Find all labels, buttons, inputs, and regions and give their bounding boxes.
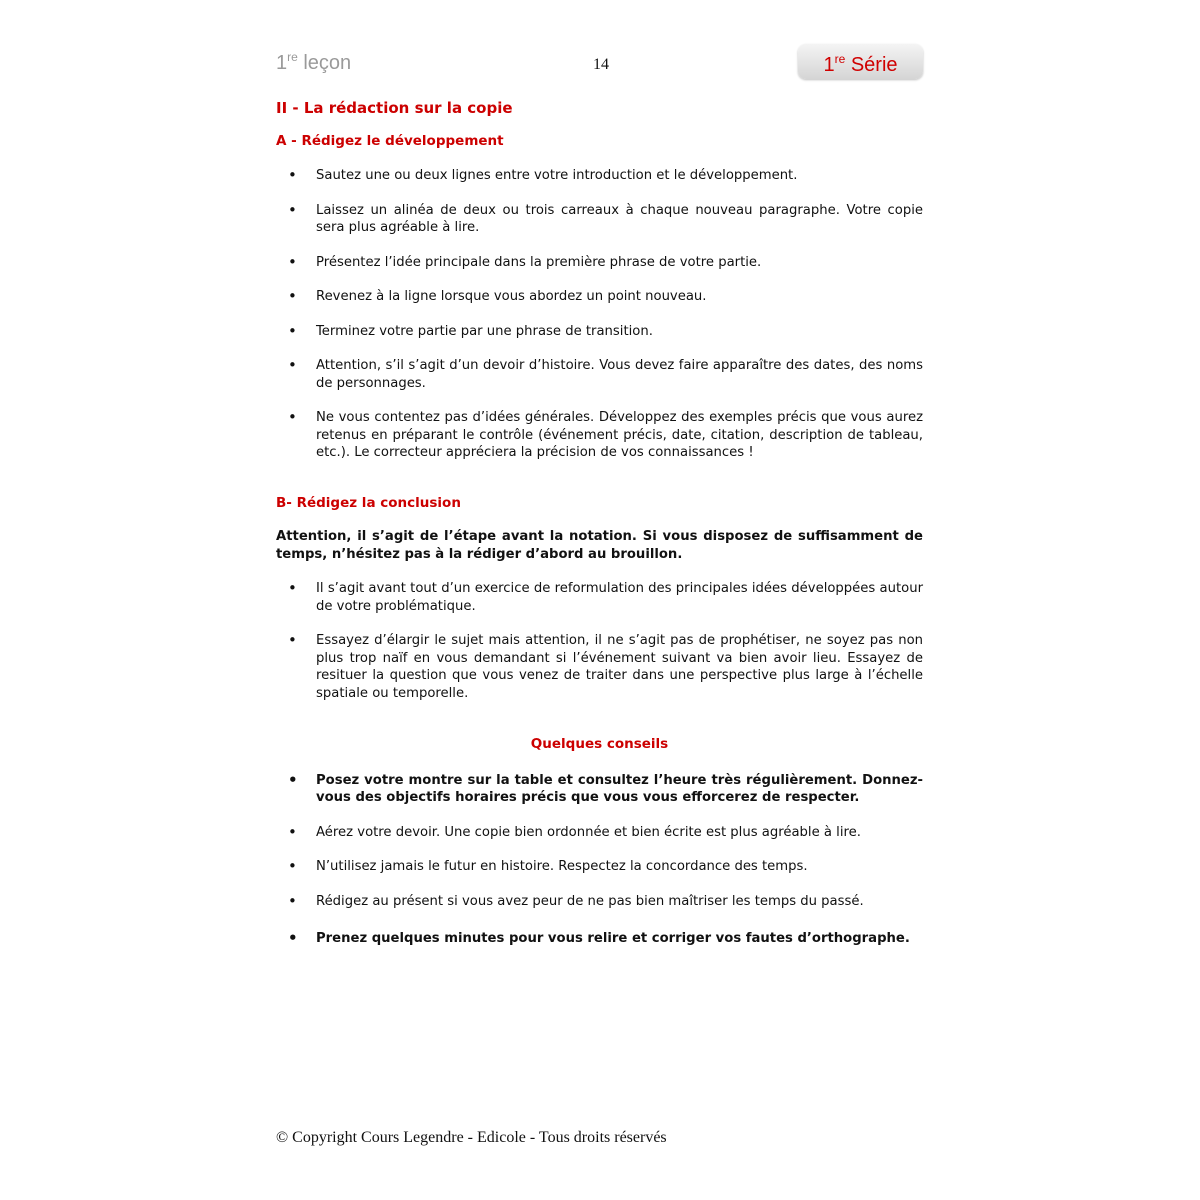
- list-item: • Sautez une ou deux lignes entre votre introduction et le développement.: [276, 167, 923, 185]
- tips-title: Quelques conseils: [530, 736, 669, 752]
- part-a-list: [276, 167, 923, 462]
- list-item: • Essayez d’élargir le sujet mais attention, il ne s’agit pas de prophétiser, ne soyez pas non plus trop naïf en vous demandant si l’événement suivant va bien avoir lieu. Essayez de resituer la question que vous venez de traiter dans une perspective plus large à l’échelle spatiale ou temporelle.: [276, 632, 923, 702]
- list-item: • Ne vous contentez pas d’idées générales. Développez des exemples précis que vous aurez retenus en préparant le contrôle (événement précis, date, citation, description de tableau, etc.). Le correcteur appréciera la précision de vos connaissances !: [276, 409, 923, 462]
- section-title: II - La rédaction sur la copie: [276, 99, 513, 117]
- part-a-title: A - Rédigez le développement: [276, 132, 504, 149]
- list-item: • Présentez l’idée principale dans la première phrase de votre partie.: [276, 254, 923, 272]
- page-content: [276, 100, 923, 965]
- part-b-intro: Attention, il s’agit de l’étape avant la notation. Si vous disposez de suffisamment de temps, n’hésitez pas à la rédiger d’abord au brouillon.: [276, 529, 923, 562]
- list-item: • Prenez quelques minutes pour vous relire et corriger vos fautes d’orthographe.: [276, 930, 923, 948]
- part-b-list: [276, 580, 923, 702]
- lesson-number: 1: [276, 52, 288, 74]
- list-item: • Attention, s’il s’agit d’un devoir d’histoire. Vous devez faire apparaître des dates, des noms de personnages.: [276, 357, 923, 392]
- list-item: • Il s’agit avant tout d’un exercice de reformulation des principales idées développées autour de votre problématique.: [276, 580, 923, 615]
- series-superscript: re: [834, 52, 846, 66]
- page-number: 14: [593, 56, 609, 73]
- list-item: • Aérez votre devoir. Une copie bien ordonnée et bien écrite est plus agréable à lire.: [276, 824, 923, 842]
- part-b-title: B- Rédigez la conclusion: [276, 494, 461, 511]
- list-item: • Terminez votre partie par une phrase de transition.: [276, 323, 923, 341]
- list-item: • Posez votre montre sur la table et consultez l’heure très régulièrement. Donnez-vous des objectifs horaires précis que vous vous efforcerez de respecter.: [276, 772, 923, 807]
- tips-list: [276, 772, 923, 948]
- copyright-footer: © Copyright Cours Legendre - Edicole - Tous droits réservés: [276, 1129, 667, 1146]
- series-tab: [798, 44, 923, 79]
- list-item: • Revenez à la ligne lorsque vous abordez un point nouveau.: [276, 288, 923, 306]
- list-item: • N’utilisez jamais le futur en histoire. Respectez la concordance des temps.: [276, 858, 923, 876]
- list-item: • Laissez un alinéa de deux ou trois carreaux à chaque nouveau paragraphe. Votre copie sera plus agréable à lire.: [276, 202, 923, 237]
- series-word: Série: [845, 54, 898, 76]
- lesson-superscript: re: [287, 50, 298, 64]
- list-item: • Rédigez au présent si vous avez peur de ne pas bien maîtriser les temps du passé.: [276, 893, 923, 911]
- lesson-label: [276, 50, 351, 75]
- series-number: 1: [823, 54, 835, 76]
- lesson-word: leçon: [297, 52, 352, 74]
